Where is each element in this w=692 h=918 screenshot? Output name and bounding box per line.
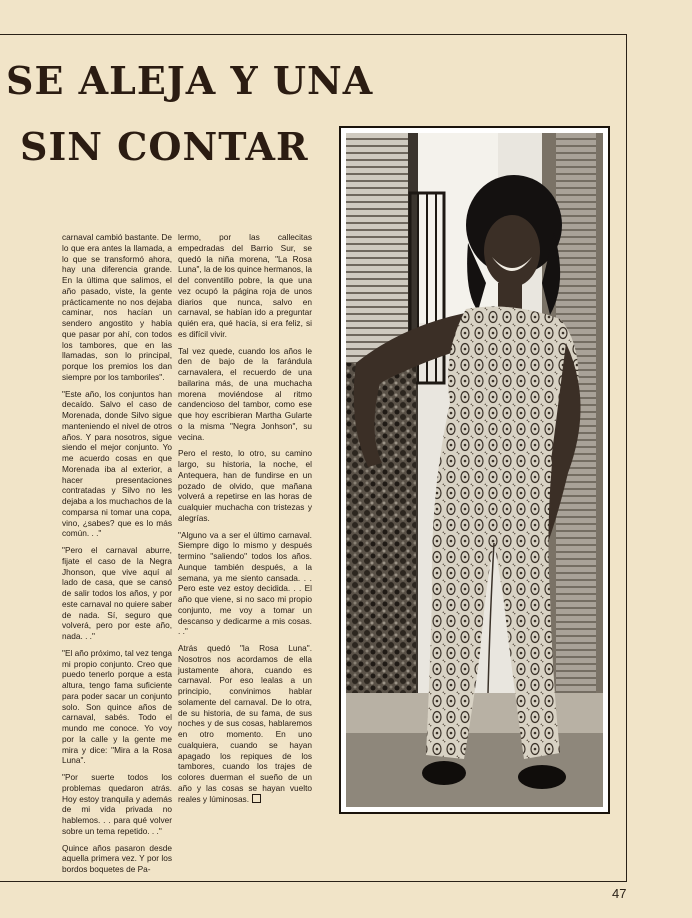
article-paragraph: Atrás quedó "la Rosa Luna". Nosotros nos acordamos de ella justamente ahora, cuando es carnaval. Por eso lealas a un principio, convinimos hablar solamente del carnaval. De lo otra, de su historia, de su fama, de sus noches y de sus cosas, hablaremos en otro momento. En uno cualquiera, cuando se hayan apagado los repiques de los tambores, cuando los trajes de colores duerman el sueño de un año y las cosas se hayan vuelto reales y lúminosas. [178, 643, 312, 804]
article-paragraph: carnaval cambió bastante. De lo que era antes la llamada, a lo que se transformó ahora, hay una diferencia grande. En la última que salimos, el año pasado, viste, la gente prácticamente no nos dejaba caminar, nos hacían un sendero angostito y había que pasar por ahí, con todos los tambores, que en las llamadas, son lo principal, porque los premios los dan siempre por los tamboriles". [62, 232, 172, 382]
article-paragraph: "Este año, los conjuntos han decaído. Salvo el caso de Morenada, donde Silvo sigue manteniendo el nivel de otros años. Y para nosotros, sigue siendo el mejor conjunto. Yo me acuerdo cosas en que Morenada iba al exterior, a hacer presentaciones contratadas y Silvo no les dejaba a los muchachos de la comparsa ni tomar una copa, vino, ¿sabes? que es lo más común. . ." [62, 388, 172, 539]
article-paragraph: lermo, por las callecitas empedradas del Barrio Sur, se quedó la niña morena, "La Rosa Luna", la de los quince hermanos, la del conventillo pobre, la que una vez ocupó la página roja de unos diarios que nunca, salvo en carnaval, se habían ido a preguntar quién era, qué hacía, si era feliz, si es difícil vivir. [178, 232, 312, 339]
article-column-1 [62, 232, 172, 881]
article-paragraph: "Pero el carnaval aburre, fijate el caso de la Negra Jhonson, que vive aquí al lado de casa, que se cansó de salir todos los años, y por este carnaval no quiere saber de nada. Sí, seguro que volverá, pero por este año, nada. . ." [62, 545, 172, 641]
article-paragraph: "Alguno va a ser el último carnaval. Siempre digo lo mismo y después termino "saliendo" todos los años. Aunque también después, a la semana, ya me siento cansada. . . Pero este vez estoy decidida. . . El año que viene, si no saco mi propio conjunto, me voy a tomar un descanso y dedicarme a mis cosas. . ." [178, 529, 312, 637]
article-paragraph: "Por suerte todos los problemas quedaron atrás. Hoy estoy tranquila y además de mi vida privada no hablemos. . . para qué volver sobre un tema repetido. . ." [62, 772, 172, 836]
end-of-article-mark [252, 794, 261, 803]
article-paragraph: Quince años pasaron desde aquella primera vez. Y por los bordos boquetes de Pa- [62, 842, 172, 874]
bottom-rule [0, 881, 627, 882]
article-paragraph: Tal vez quede, cuando los años le den de bajo de la farándula carnavalera, el recuerdo de una bailarina más, de una muchacha morena moviéndose al ritmo candencioso del tambor, como ese que hoy escribieran Martha Gularte o la misma "Negra Jonhson", su vecina. [178, 345, 312, 442]
article-last-paragraph [178, 643, 312, 804]
top-rule [0, 34, 627, 35]
article-paragraph: "El año próximo, tal vez tenga mi propio conjunto. Creo que puedo tenerlo porque a esta altura, tengo fama suficiente para poder sacar un conjunto solo. Son quince años de carnaval, sabés. Todo el mundo me conoce. Yo voy por la calle y la gente me mira y dice: "Mira a la Rosa Luna". [62, 647, 172, 766]
article-photo [339, 126, 610, 814]
article-column-2 [178, 232, 312, 810]
right-rule [626, 34, 627, 882]
headline-line-2: SIN CONTAR [20, 124, 309, 169]
article-paragraph: Pero el resto, lo otro, su camino largo, su historia, la noche, el Antequera, han de fundirse en un pozado de olvido, que mañana volverá a repetirse en las horas de cualquier muchacha con tristezas y alegrías. [178, 448, 312, 523]
headline-line-1: SE ALEJA Y UNA [6, 58, 374, 103]
page-number: 47 [612, 886, 627, 901]
photo-woman-standing [346, 133, 603, 807]
